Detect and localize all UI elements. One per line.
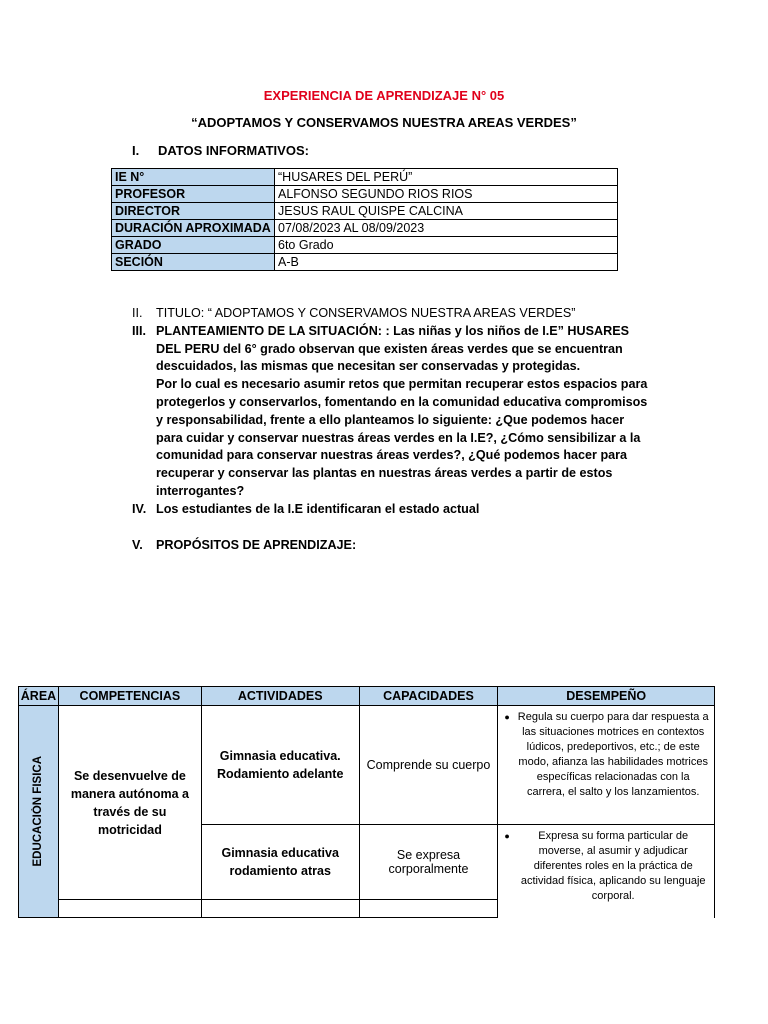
document-subtitle: “ADOPTAMOS Y CONSERVAMOS NUESTRA AREAS VERDES” <box>191 115 577 130</box>
document-title: EXPERIENCIA DE APRENDIZAJE N° 05 <box>263 88 505 103</box>
table-row <box>112 254 618 271</box>
desempeno-cell <box>498 706 715 825</box>
info-key: DURACIÓN APROXIMADA <box>112 220 275 237</box>
info-value: “HUSARES DEL PERÚ” <box>275 169 618 186</box>
section-number: IV. <box>132 501 147 516</box>
section-text: TITULO: “ ADOPTAMOS Y CONSERVAMOS NUESTRA AREAS VERDES” <box>156 306 576 320</box>
area-cell <box>19 706 59 918</box>
section-number: II. <box>132 306 143 320</box>
sections-body <box>132 305 652 554</box>
info-value: A-B <box>275 254 618 271</box>
actividad-cell: Gimnasia educativa. Rodamiento adelante <box>201 706 359 825</box>
info-key: PROFESOR <box>112 186 275 203</box>
info-key: IE N° <box>112 169 275 186</box>
table-row <box>112 203 618 220</box>
actividad-cell: Gimnasia educativa rodamiento atras <box>201 825 359 900</box>
table-header-row <box>19 687 715 706</box>
section-planteamiento <box>132 323 652 501</box>
info-key: DIRECTOR <box>112 203 275 220</box>
capacidad-cell: Comprende su cuerpo <box>359 706 498 825</box>
empty-cell <box>359 900 498 918</box>
desempeno-text: Regula su cuerpo para dar respuesta a las situaciones motrices en contextos lúdicos, predeportivos, etc.; de este modo, afianza las habilidades motrices específicas relacionadas con la carrera, el salto y los lanzamientos. <box>517 711 709 798</box>
bullet-icon: ● <box>504 831 510 841</box>
info-value: 6to Grado <box>275 237 618 254</box>
bullet-icon: ● <box>504 712 510 722</box>
capacidad-cell: Se expresa corporalmente <box>359 825 498 900</box>
area-label: EDUCACIÓN FISICA <box>32 756 45 867</box>
column-header: DESEMPEÑO <box>498 687 715 706</box>
info-table <box>111 168 618 271</box>
column-header: ACTIVIDADES <box>201 687 359 706</box>
empty-cell <box>58 900 201 918</box>
section-text: PLANTEAMIENTO DE LA SITUACIÓN: : Las niñas y los niños de I.E” HUSARES DEL PERU del 6° grado observan que existen áreas verdes que se encuentran descuidados, las mismas que necesitan ser conservadas y protegidas. <box>156 323 630 374</box>
table-row <box>112 237 618 254</box>
table-row <box>112 169 618 186</box>
column-header: CAPACIDADES <box>359 687 498 706</box>
section-titulo <box>132 305 652 323</box>
empty-cell <box>201 900 359 918</box>
info-key: GRADO <box>112 237 275 254</box>
section-number: I. <box>132 143 140 158</box>
column-header: COMPETENCIAS <box>58 687 201 706</box>
section-propositos <box>132 537 652 555</box>
competencia-cell: Se desenvuelve de manera autónoma a través de su motricidad <box>58 706 201 900</box>
info-value: 07/08/2023 AL 08/09/2023 <box>275 220 618 237</box>
info-key: SECIÓN <box>112 254 275 271</box>
section-text: Los estudiantes de la I.E identificaran el estado actual <box>156 501 480 516</box>
section-number: III. <box>132 323 146 338</box>
section-text-continued: Por lo cual es necesario asumir retos que permitan recuperar estos espacios para protegerlos y conservarlos, fomentando en la comunidad educativa compromisos y responsabilidad, frente a ello planteamos lo siguiente: ¿Que podemos hacer para cuidar y conservar nuestras áreas verdes en la I.E?, ¿Cómo sensibilizar a la comunidad para conservar nuestras áreas verdes?, ¿Qué podemos hacer para recuperar y conservar las plantas en nuestras áreas verdes a partir de estos interrogantes? <box>156 377 648 498</box>
info-value: ALFONSO SEGUNDO RIOS RIOS <box>275 186 618 203</box>
section-estudiantes <box>132 501 652 519</box>
info-value: JESUS RAUL QUISPE CALCINA <box>275 203 618 220</box>
table-row <box>112 186 618 203</box>
table-row <box>112 220 618 237</box>
section-datos-heading <box>132 143 309 158</box>
section-text: PROPÓSITOS DE APRENDIZAJE: <box>156 537 357 552</box>
desempeno-cell <box>498 825 715 918</box>
section-number: V. <box>132 537 143 552</box>
learning-purposes-table <box>18 686 715 918</box>
table-row <box>19 706 715 825</box>
desempeno-text: Expresa su forma particular de moverse, al asumir y adjudicar diferentes roles en la práctica de actividad física, aplicando su lenguaje corporal. <box>520 830 706 902</box>
column-header: ÁREA <box>19 687 59 706</box>
section-title: DATOS INFORMATIVOS: <box>158 143 309 158</box>
